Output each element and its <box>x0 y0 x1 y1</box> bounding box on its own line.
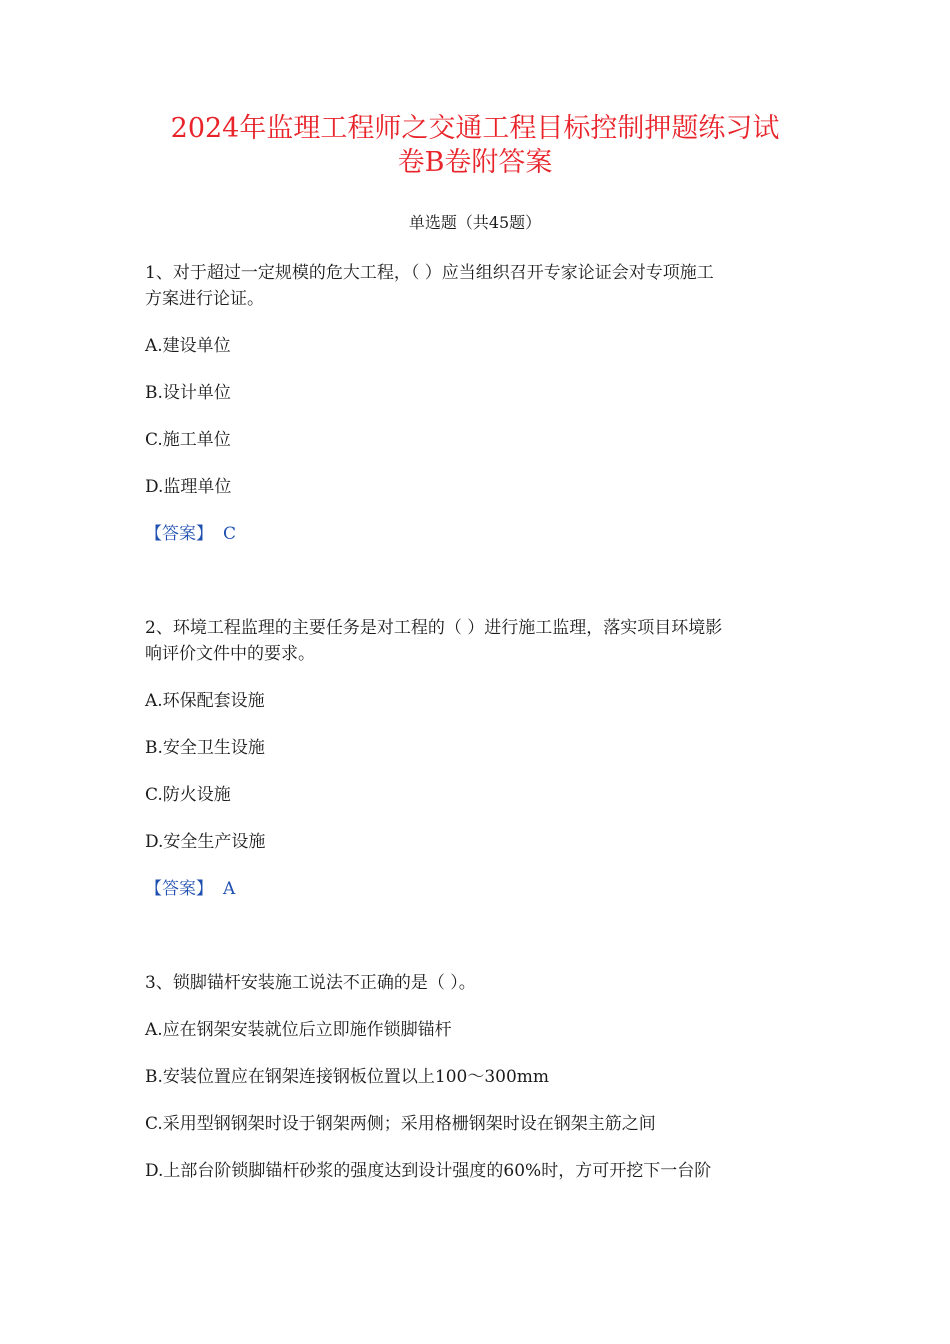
question-1-option-c: C.施工单位 <box>145 430 231 450</box>
answer-value: C <box>223 524 237 544</box>
question-2-option-b: B.安全卫生设施 <box>145 738 265 758</box>
answer-value: A <box>223 879 236 899</box>
question-1-stem-line2: 方案进行论证。 <box>145 289 264 309</box>
question-1-option-a: A.建设单位 <box>145 336 231 356</box>
question-2-answer <box>145 874 235 899</box>
question-1-option-b: B.设计单位 <box>145 383 231 403</box>
question-3-option-d: D.上部台阶锁脚锚杆砂浆的强度达到设计强度的60%时，方可开挖下一台阶 <box>145 1161 712 1181</box>
answer-label: 【答案】 <box>145 879 213 899</box>
question-2-option-c: C.防火设施 <box>145 785 231 805</box>
document-title-line1: 2024年监理工程师之交通工程目标控制押题练习试 <box>170 113 780 144</box>
question-3-stem-line1: 3、锁脚锚杆安装施工说法不正确的是（ ）。 <box>145 973 476 993</box>
question-3-option-a: A.应在钢架安装就位后立即施作锁脚锚杆 <box>145 1020 452 1040</box>
section-heading: 单选题（共45题） <box>408 213 542 232</box>
question-2-stem-line1: 2、环境工程监理的主要任务是对工程的（ ）进行施工监理，落实项目环境影 <box>145 618 723 638</box>
question-3-option-b: B.安装位置应在钢架连接钢板位置以上100～300mm <box>145 1067 550 1087</box>
question-3-option-c: C.采用型钢钢架时设于钢架两侧；采用格栅钢架时设在钢架主筋之间 <box>145 1114 656 1134</box>
question-2-option-a: A.环保配套设施 <box>145 691 265 711</box>
question-2-option-d: D.安全生产设施 <box>145 832 266 852</box>
answer-label: 【答案】 <box>145 524 213 544</box>
question-1-answer <box>145 519 236 544</box>
question-1-stem-line1: 1、对于超过一定规模的危大工程，（ ）应当组织召开专家论证会对专项施工 <box>145 263 714 283</box>
question-2-stem-line2: 响评价文件中的要求。 <box>145 644 315 664</box>
question-1-option-d: D.监理单位 <box>145 477 232 497</box>
document-title-line2: 卷B卷附答案 <box>397 147 553 178</box>
